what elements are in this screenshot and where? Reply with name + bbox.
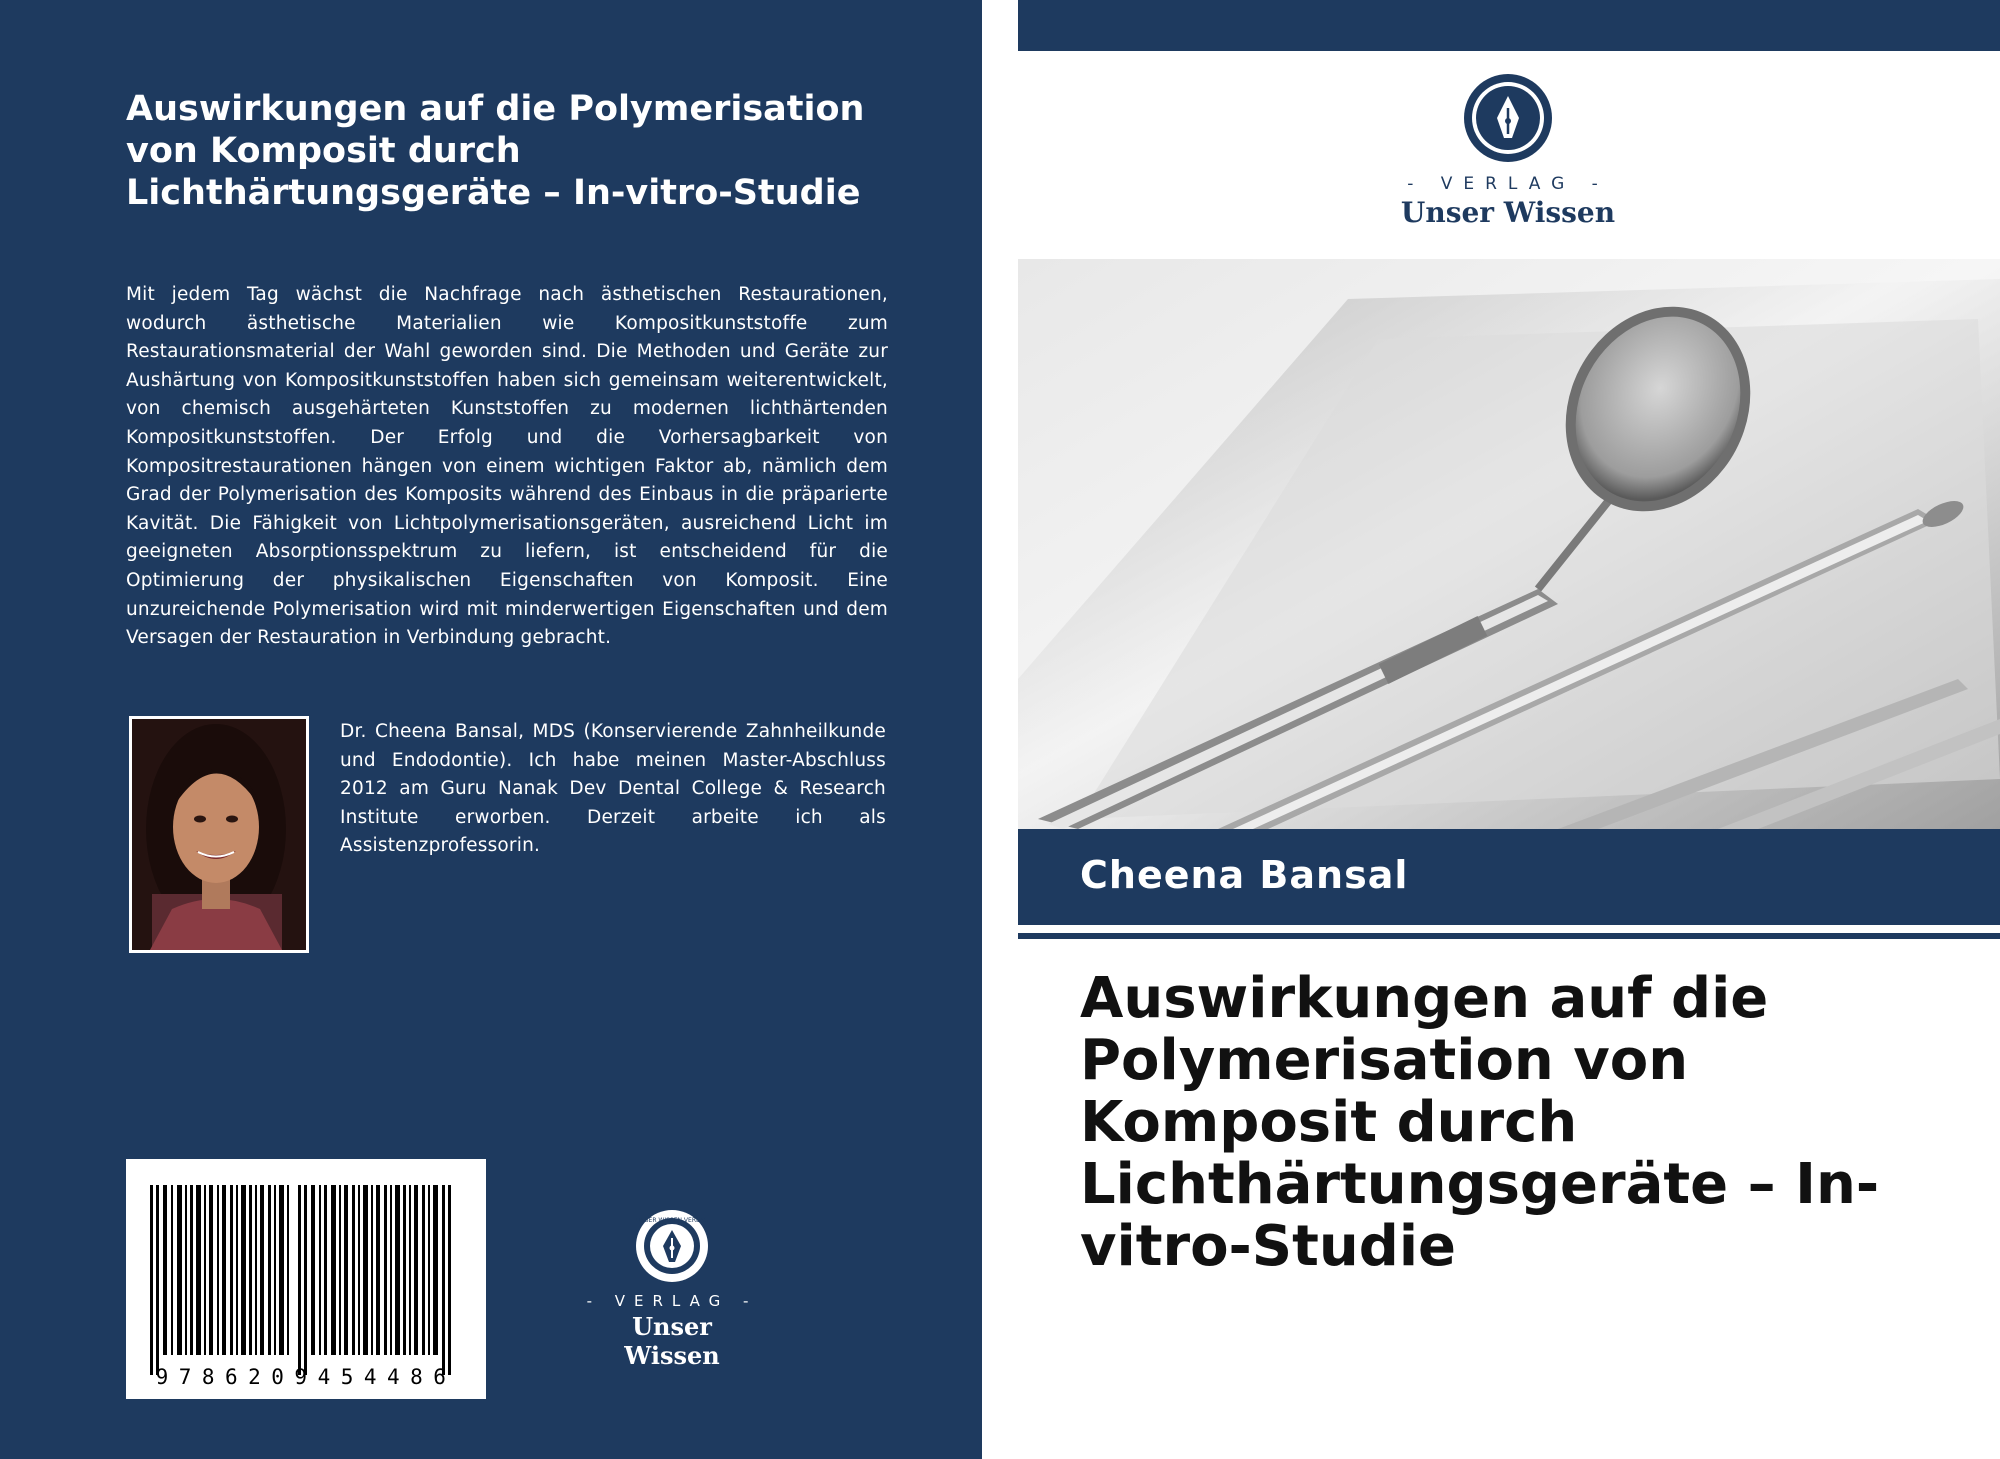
author-bio: Dr. Cheena Bansal, MDS (Konservierende Zahnheilkunde und Endodontie). Ich habe meinen Master-Abschluss 2012 am Guru Nanak Dev Dental College & Research Institute erworben. Derzeit arbeite ich als Assistenzprofessorin.: [340, 721, 886, 857]
pen-nib-icon: [1462, 72, 1554, 164]
author-portrait-photo: [132, 719, 306, 950]
front-author-name: Cheena Bansal: [1080, 853, 1409, 897]
pen-nib-icon: [634, 1208, 710, 1284]
spine-gap: [982, 0, 1018, 1459]
author-band: [1018, 829, 2000, 925]
front-cover: [1018, 0, 2000, 1459]
divider-line: [1018, 933, 2000, 939]
back-publisher-logo: [582, 1208, 762, 1370]
back-logo-verlag: - VERLAG -: [586, 1292, 758, 1310]
front-top-bar: [1018, 0, 2000, 51]
back-cover-blurb: Mit jedem Tag wächst die Nachfrage nach ästhetischen Restaurationen, wodurch ästhetische Materialien wie Kompositkunststoffe zum Restaurationsmaterial der Wahl geworden sind. Die Methoden und Geräte zur Aushärtung von Kompositkunststoffen haben sich gemeinsam weiterentwickelt, von chemisch ausgehärteten Kunststoffen zu modernen lichthärtenden Kompositkunststoffen. Der Erfolg und die Vorhersagbarkeit von Kompositrestaurationen hängen von einem wichtigen Faktor ab, nämlich dem Grad der Polymerisation des Komposits während des Einbaus in die präparierte Kavität. Die Fähigkeit von Lichtpolymerisationsgeräten, ausreichend Licht im geeigneten Absorptionsspektrum zu liefern, ist entscheidend für die Optimierung der physikalischen Eigenschaften von Komposit. Eine unzureichende Polymerisation wird mit minderwertigen Eigenschaften und dem Versagen der Restauration in Verbindung gebracht.: [126, 284, 888, 649]
author-portrait: [129, 716, 309, 953]
front-logo-name: Unser Wissen: [1400, 196, 1616, 229]
back-logo-name: Unser Wissen: [624, 1312, 720, 1370]
front-cover-title: Auswirkungen auf die Polymerisation von Komposit durch Lichthärtungsgeräte – In-vitro-Studie: [1080, 966, 1880, 1279]
front-publisher-logo: [1390, 72, 1626, 229]
back-cover-title: Auswirkungen auf die Polymerisation von Komposit durch Lichthärtungsgeräte – In-vitro-Studie: [126, 89, 865, 213]
barcode-bars: [126, 1159, 486, 1399]
dental-instruments-photo: [1018, 259, 2000, 829]
front-logo-verlag: - VERLAG -: [1407, 174, 1609, 194]
cover-photo: [1018, 259, 2000, 829]
isbn-barcode: [126, 1159, 486, 1399]
isbn-number: 9786209454486: [155, 1365, 457, 1389]
back-cover: [0, 0, 982, 1459]
seal-text: UNSER WISSEN VERLAG: [635, 1217, 709, 1224]
